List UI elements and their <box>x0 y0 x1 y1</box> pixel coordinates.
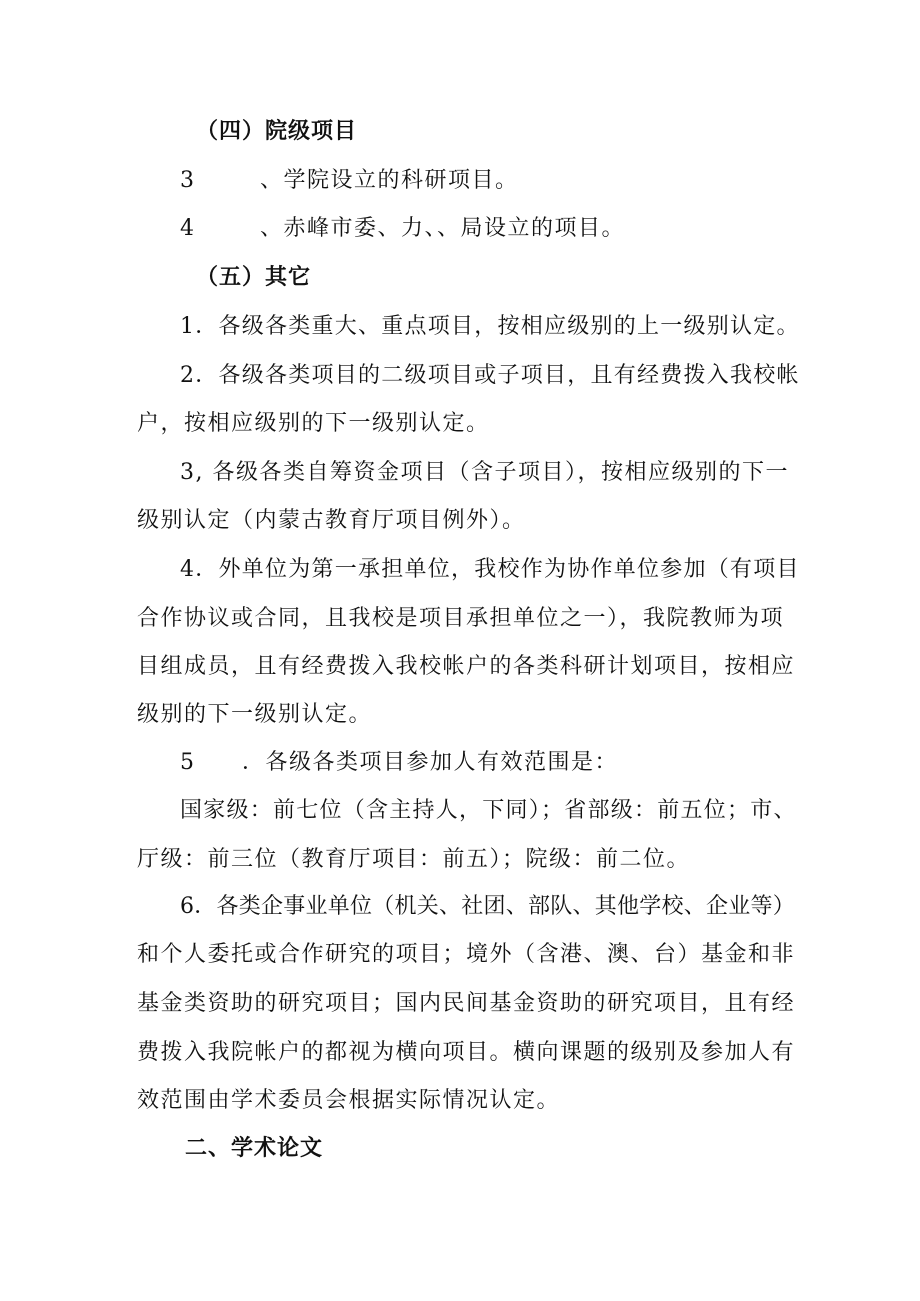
section-heading-four: （四）院级项目 <box>196 119 358 144</box>
list-number: 5 <box>180 750 196 775</box>
section-heading-two: 二、学术论文 <box>185 1136 324 1161</box>
list-text: 、学院设立的科研项目。 <box>260 168 519 193</box>
paragraph-6-line-5: 效范围由学术委员会根据实际情况认定。 <box>137 1088 561 1113</box>
paragraph-3-line-2: 级别认定（内蒙古教育厅项目例外）。 <box>137 508 526 533</box>
paragraph-2-line-1: 2．各级各类项目的二级项目或子项目，且有经费拨入我校帐 <box>180 363 800 388</box>
paragraph-2-line-2: 户，按相应级别的下一级别认定。 <box>137 411 490 436</box>
paragraph-4-line-2: 合作协议或合同，且我校是项目承担单位之一），我院教师为项 <box>137 606 785 631</box>
list-item-4 <box>180 214 625 244</box>
paragraph-5-line-1 <box>180 748 618 778</box>
paragraph-5-line-3: 厅级：前三位（教育厅项目：前五）；院级：前二位。 <box>137 847 691 872</box>
paragraph-5-line-2: 国家级：前七位（含主持人，下同）；省部级：前五位；市、 <box>180 798 797 823</box>
paragraph-3-line-1: 3, 各级各类自筹资金项目（含子项目），按相应级别的下一 <box>180 460 789 485</box>
paragraph-6-line-3: 基金类资助的研究项目；国内民间基金资助的研究项目，且有经 <box>137 991 796 1016</box>
paragraph-6-line-2: 和个人委托或合作研究的项目；境外（含港、澳、台）基金和非 <box>137 942 796 967</box>
list-text: ．各级各类项目参加人有效范围是： <box>242 750 619 775</box>
list-number: 4 <box>180 216 196 241</box>
list-item-3 <box>180 166 519 196</box>
paragraph-4-line-3: 目组成员，且有经费拨入我校帐户的各类科研计划项目，按相应 <box>137 654 796 679</box>
list-text: 、赤峰市委、力、、局设立的项目。 <box>260 216 626 241</box>
section-heading-five: （五）其它 <box>196 265 312 290</box>
paragraph-1: 1．各级各类重大、重点项目，按相应级别的上一级别认定。 <box>180 314 800 339</box>
paragraph-4-line-4: 级别的下一级别认定。 <box>137 702 373 727</box>
paragraph-6-line-4: 费拨入我院帐户的都视为横向项目。横向课题的级别及参加人有 <box>137 1040 796 1065</box>
paragraph-6-line-1: 6．各类企事业单位（机关、社团、部队、其他学校、企业等） <box>180 894 795 919</box>
paragraph-4-line-1: 4．外单位为第一承担单位，我校作为协作单位参加（有项目 <box>180 557 800 582</box>
list-number: 3 <box>180 168 196 193</box>
